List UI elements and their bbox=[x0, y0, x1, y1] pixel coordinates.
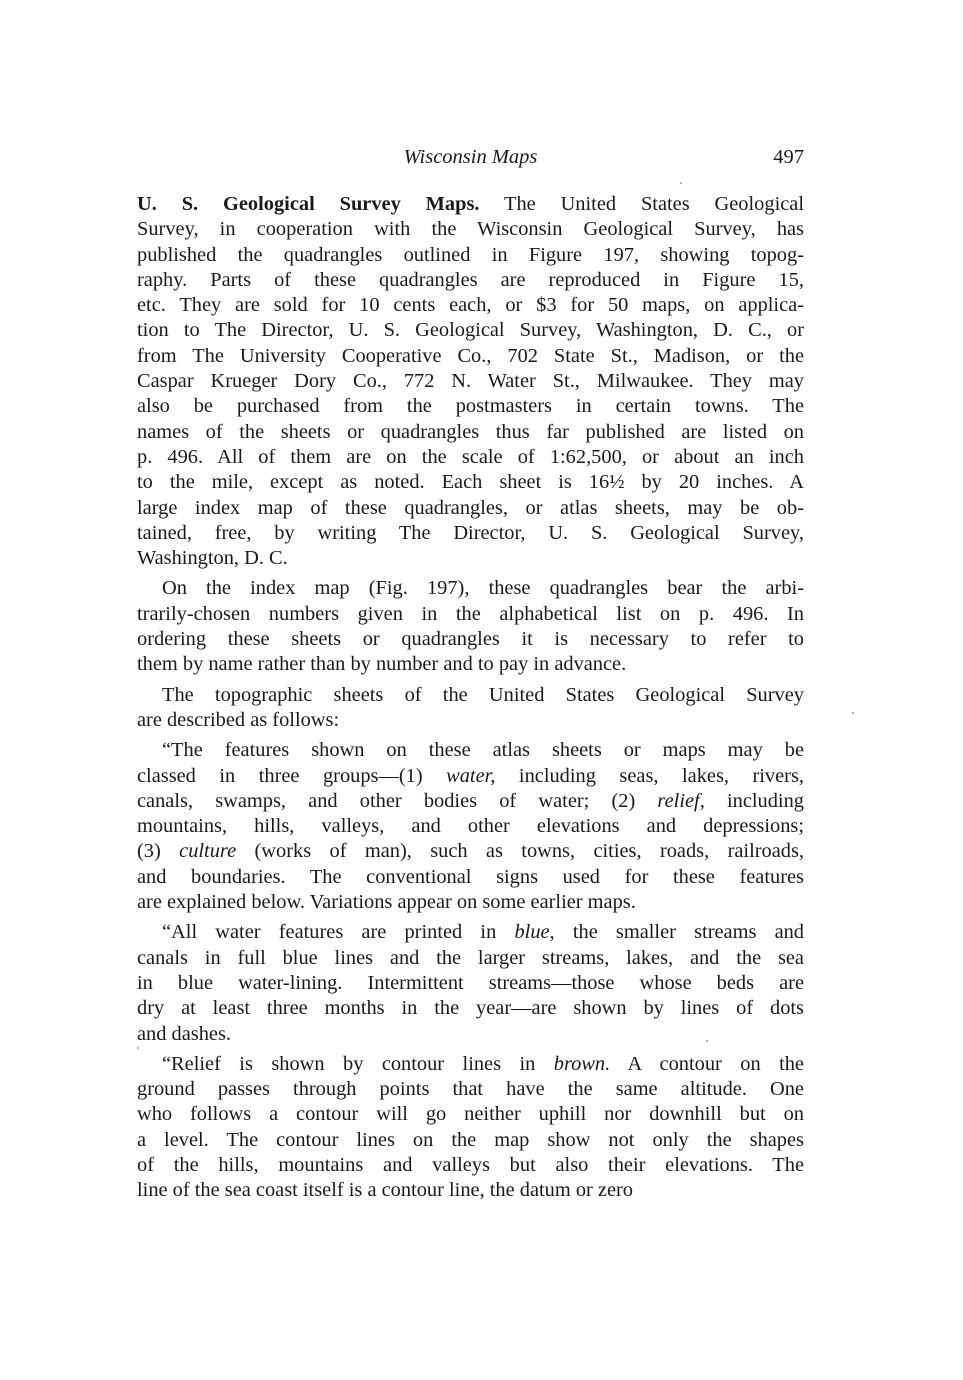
text-run: “Relief is shown by contour lines in bbox=[162, 1052, 554, 1075]
text-run: of the hills, mountains and valleys but also their elevations. The bbox=[137, 1153, 804, 1176]
text-run: canals, swamps, and other bodies of water; (2) bbox=[137, 789, 658, 812]
paragraph bbox=[137, 920, 804, 1046]
text-run: are explained below. Variations appear on some earlier maps. bbox=[137, 891, 636, 914]
paragraph bbox=[137, 576, 804, 677]
text-run: raphy. Parts of these quadrangles are reproduced in Figure 15, bbox=[137, 268, 804, 291]
text-run: (3) bbox=[137, 840, 180, 863]
text-line bbox=[137, 1052, 804, 1077]
print-speck bbox=[680, 182, 682, 184]
print-speck bbox=[706, 1040, 708, 1042]
page-number: 497 bbox=[773, 146, 804, 168]
text-line bbox=[137, 708, 804, 733]
text-line bbox=[137, 394, 804, 419]
text-line bbox=[137, 890, 804, 915]
body-text bbox=[137, 192, 804, 1204]
text-line bbox=[137, 243, 804, 268]
text-line bbox=[137, 627, 804, 652]
text-line bbox=[137, 1153, 804, 1178]
text-run: ordering these sheets or quadrangles it is necessary to refer to bbox=[137, 628, 804, 651]
text-line bbox=[137, 496, 804, 521]
text-line bbox=[137, 1077, 804, 1102]
text-line bbox=[137, 865, 804, 890]
text-line bbox=[137, 946, 804, 971]
section-heading: U. S. Geological Survey Maps. bbox=[137, 193, 480, 215]
text-run: also be purchased from the postmasters in certain towns. The bbox=[137, 395, 804, 418]
text-line bbox=[137, 996, 804, 1021]
text-run: from The University Cooperative Co., 702 State St., Madison, or the bbox=[137, 344, 804, 367]
paragraph bbox=[137, 738, 804, 915]
text-run: including bbox=[704, 789, 804, 812]
emphasis: brown. bbox=[553, 1052, 611, 1075]
running-title: Wisconsin Maps bbox=[403, 146, 538, 168]
text-line bbox=[137, 521, 804, 546]
text-line bbox=[137, 789, 804, 814]
text-run: including seas, lakes, rivers, bbox=[495, 764, 804, 787]
emphasis: culture bbox=[179, 840, 237, 863]
text-run: p. 496. All of them are on the scale of 1:62,500, or about an inch bbox=[137, 445, 804, 468]
text-run: in blue water-lining. Intermittent streams—those whose beds are bbox=[137, 971, 804, 994]
text-line bbox=[137, 652, 804, 677]
text-run: “All water features are printed in bbox=[162, 921, 515, 944]
text-run: tained, free, by writing The Director, U. S. Geological Survey, bbox=[137, 521, 804, 544]
text-line bbox=[137, 576, 804, 601]
text-run: A contour on the bbox=[610, 1052, 804, 1075]
text-run: a level. The contour lines on the map show not only the shapes bbox=[137, 1128, 804, 1151]
paragraph bbox=[137, 683, 804, 734]
text-line bbox=[137, 738, 804, 763]
text-run: Survey, in cooperation with the Wisconsin Geological Survey, has bbox=[137, 218, 804, 241]
text-run: who follows a contour will go neither uphill nor downhill but on bbox=[137, 1103, 804, 1126]
text-run: published the quadrangles outlined in Figure 197, showing topog- bbox=[137, 243, 804, 266]
text-run: names of the sheets or quadrangles thus far published are listed on bbox=[137, 420, 804, 443]
text-line bbox=[137, 839, 804, 864]
text-run: canals in full blue lines and the larger streams, lakes, and the sea bbox=[137, 946, 804, 969]
text-line bbox=[137, 470, 804, 495]
text-run: The United States Geological bbox=[479, 193, 804, 215]
text-run: mountains, hills, valleys, and other elevations and depressions; bbox=[137, 815, 804, 838]
text-run: etc. They are sold for 10 cents each, or $3 for 50 maps, on applica- bbox=[137, 294, 804, 317]
text-line bbox=[137, 546, 804, 571]
text-run: Caspar Krueger Dory Co., 772 N. Water St., Milwaukee. They may bbox=[137, 370, 804, 393]
text-line bbox=[137, 920, 804, 945]
text-line bbox=[137, 318, 804, 343]
text-line bbox=[137, 683, 804, 708]
emphasis: water, bbox=[446, 764, 496, 787]
text-run: tion to The Director, U. S. Geological Survey, Washington, D. C., or bbox=[137, 319, 804, 342]
print-speck bbox=[852, 712, 854, 714]
text-run: them by name rather than by number and to pay in advance. bbox=[137, 653, 627, 676]
text-line bbox=[137, 192, 804, 217]
text-line bbox=[137, 344, 804, 369]
text-line bbox=[137, 602, 804, 627]
text-line bbox=[137, 1178, 804, 1203]
text-line bbox=[137, 217, 804, 242]
text-run: large index map of these quadrangles, or atlas sheets, may be ob- bbox=[137, 496, 804, 519]
running-header bbox=[137, 146, 804, 174]
print-speck bbox=[137, 1047, 139, 1049]
text-line bbox=[137, 1128, 804, 1153]
text-run: On the index map (Fig. 197), these quadrangles bear the arbi- bbox=[162, 577, 804, 600]
text-run: classed in three groups—(1) bbox=[137, 764, 447, 787]
text-run: dry at least three months in the year—are shown by lines of dots bbox=[137, 997, 804, 1020]
text-run: the smaller streams and bbox=[554, 921, 805, 944]
text-run: ground passes through points that have the same altitude. One bbox=[137, 1078, 804, 1101]
text-run: and dashes. bbox=[137, 1022, 231, 1045]
text-line bbox=[137, 293, 804, 318]
text-line bbox=[137, 369, 804, 394]
emphasis: blue, bbox=[514, 921, 555, 944]
text-run: and boundaries. The conventional signs used for these features bbox=[137, 865, 804, 888]
text-run: to the mile, except as noted. Each sheet is 16½ by 20 inches. A bbox=[137, 471, 804, 494]
text-run: Washington, D. C. bbox=[137, 547, 288, 570]
text-line bbox=[137, 445, 804, 470]
text-line bbox=[137, 971, 804, 996]
text-line bbox=[137, 764, 804, 789]
text-run: trarily-chosen numbers given in the alphabetical list on p. 496. In bbox=[137, 602, 804, 625]
text-run: (works of man), such as towns, cities, roads, railroads, bbox=[236, 840, 804, 863]
paragraph bbox=[137, 1052, 804, 1204]
text-line bbox=[137, 814, 804, 839]
text-line bbox=[137, 1102, 804, 1127]
text-line bbox=[137, 1022, 804, 1047]
text-run: line of the sea coast itself is a contour line, the datum or zero bbox=[137, 1179, 634, 1202]
text-run: The topographic sheets of the United States Geological Survey bbox=[162, 683, 804, 706]
paragraph bbox=[137, 192, 804, 571]
text-line bbox=[137, 420, 804, 445]
emphasis: relief, bbox=[657, 789, 705, 812]
text-run: are described as follows: bbox=[137, 708, 340, 731]
text-line bbox=[137, 268, 804, 293]
text-run: “The features shown on these atlas sheets or maps may be bbox=[162, 739, 804, 762]
